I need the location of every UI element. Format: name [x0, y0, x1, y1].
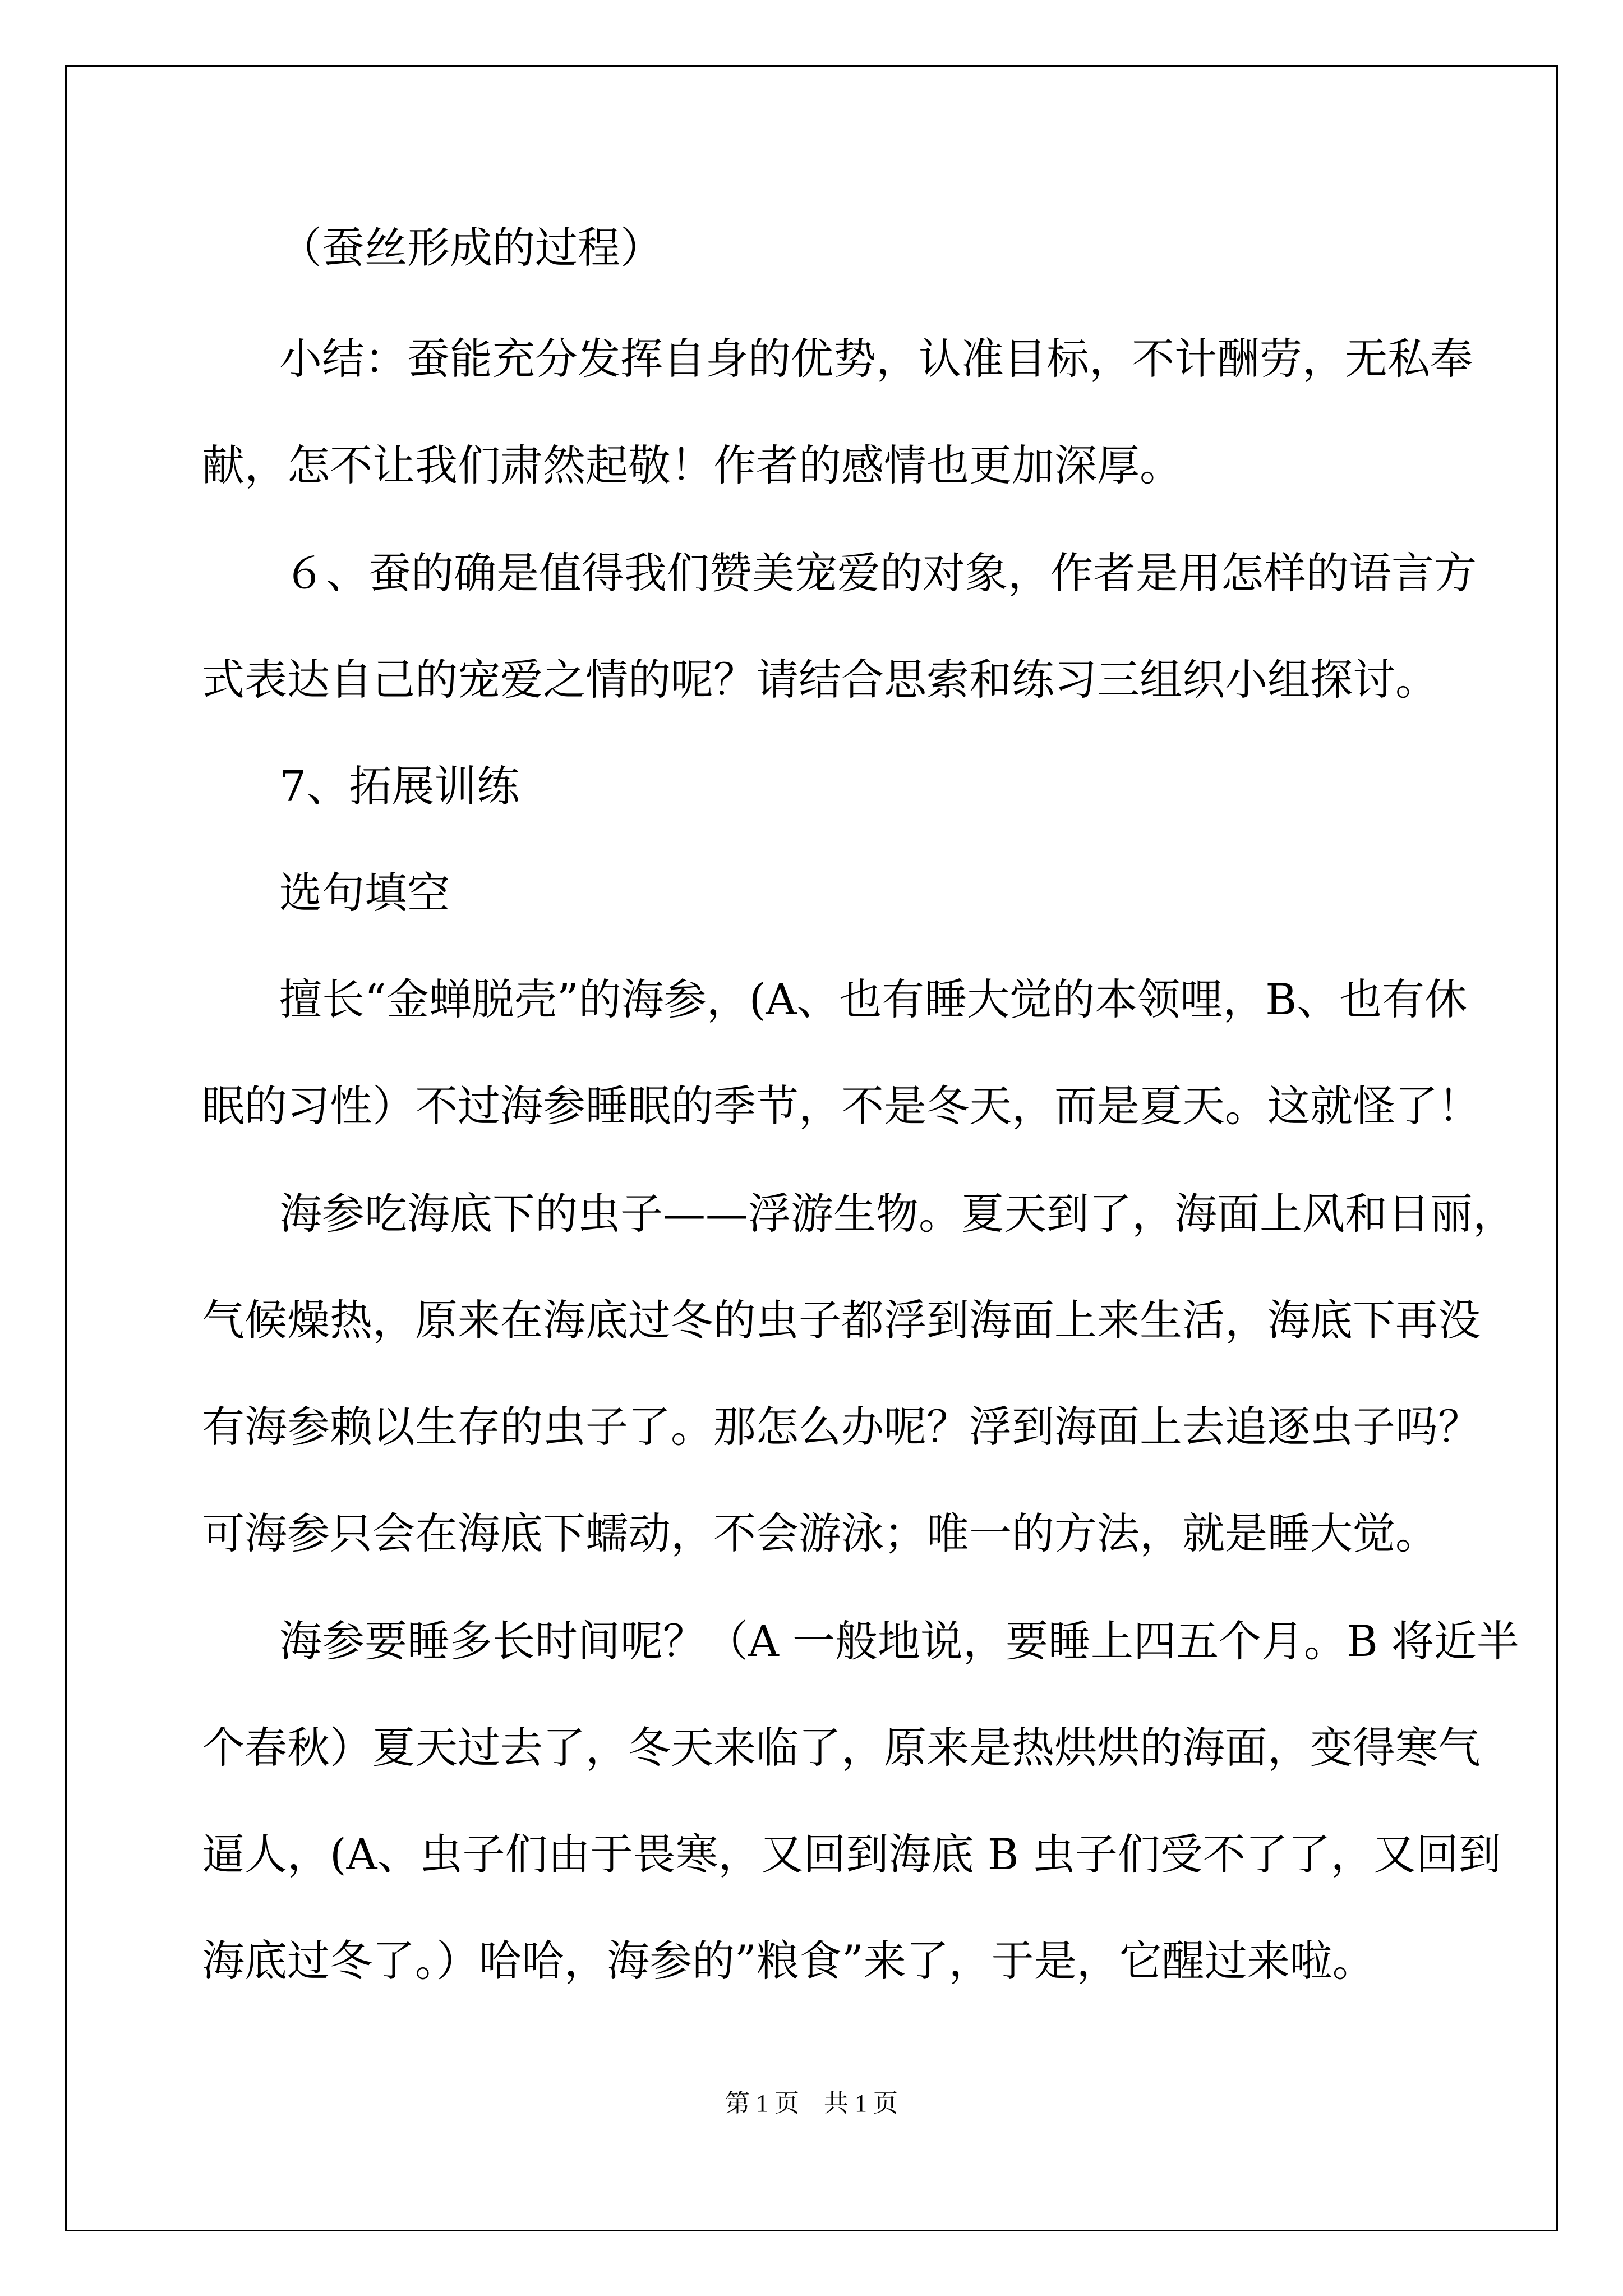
paragraph-line: 眠的习性）不过海参睡眠的季节，不是冬天，而是夏天。这就怪了！ [202, 1081, 1481, 1131]
paragraph-line: 个春秋）夏天过去了，冬天来临了，原来是热烘烘的海面，变得寒气 [202, 1723, 1481, 1773]
paragraph-line: ６、蚕的确是值得我们赞美宠爱的对象，作者是用怎样的语言方 [283, 548, 1477, 598]
paragraph-line: （蚕丝形成的过程） [279, 223, 663, 273]
paragraph-line: 气候燥热，原来在海底过冬的虫子都浮到海面上来生活，海底下再没 [202, 1295, 1481, 1345]
paragraph-line: 擅长“金蝉脱壳”的海参，(A、也有睡大觉的本领哩，B、也有休 [279, 974, 1468, 1024]
paragraph-line: 有海参赖以生存的虫子了。那怎么办呢？浮到海面上去追逐虫子吗？ [202, 1402, 1481, 1452]
page-border [65, 65, 1558, 2231]
paragraph-line: 式表达自己的宠爱之情的呢？请结合思索和练习三组织小组探讨。 [202, 655, 1438, 705]
paragraph-line: 小结：蚕能充分发挥自身的优势，认准目标，不计酬劳，无私奉 [279, 334, 1473, 384]
paragraph-line: 献，怎不让我们肃然起敬！作者的感情也更加深厚。 [202, 440, 1182, 490]
paragraph-line: 7、拓展训练 [279, 761, 520, 811]
paragraph-line: 可海参只会在海底下蠕动，不会游泳；唯一的方法，就是睡大觉。 [202, 1508, 1438, 1558]
paragraph-line: 选句填空 [279, 868, 450, 918]
paragraph-line: 逼人，(A、虫子们由于畏寒，又回到海底 B 虫子们受不了了，又回到 [202, 1829, 1501, 1879]
paragraph-line: 海底过冬了。）哈哈，海参的”粮食”来了，于是，它醒过来啦。 [202, 1936, 1375, 1986]
paragraph-line: 海参吃海底下的虫子——浮游生物。夏天到了，海面上风和日丽， [279, 1189, 1515, 1239]
page-number-footer: 第 1 页 共 1 页 [725, 2090, 898, 2117]
paragraph-line: 海参要睡多长时间呢？（A 一般地说，要睡上四五个月。B 将近半 [279, 1616, 1520, 1666]
